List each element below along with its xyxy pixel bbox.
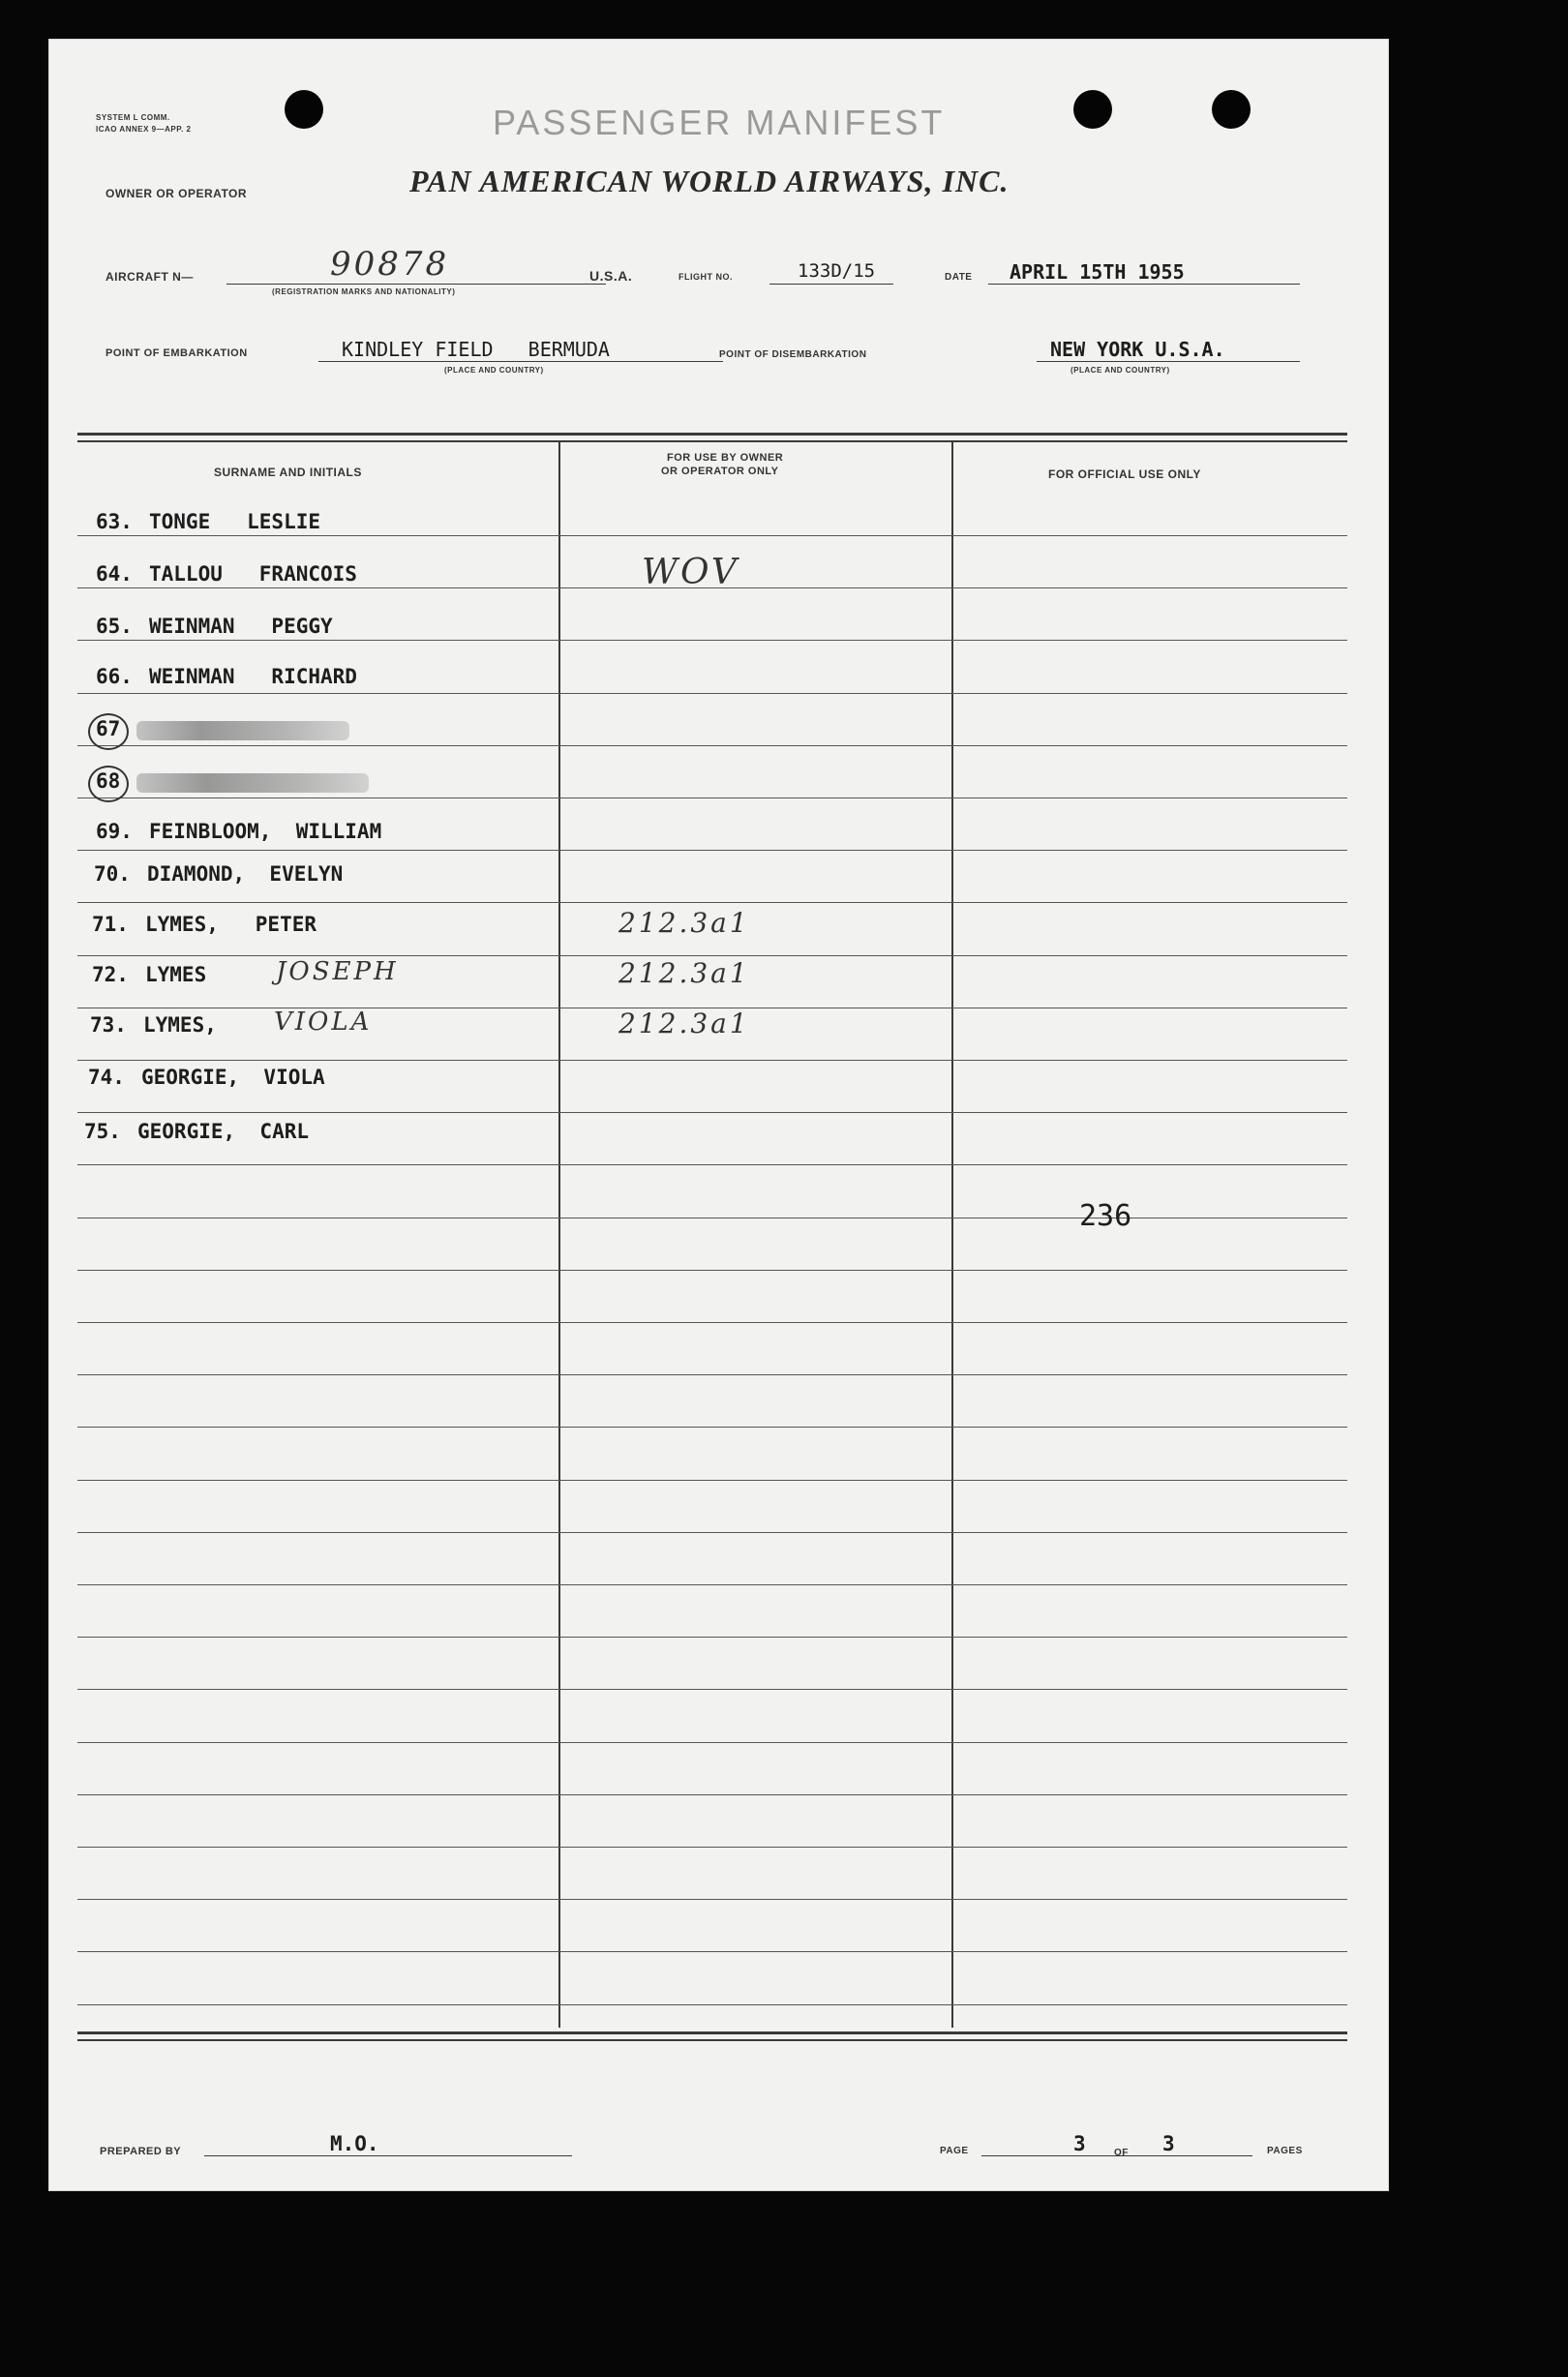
row-number: 68	[96, 769, 121, 793]
ruled-line	[77, 1112, 1347, 1113]
row-number: 73.	[90, 1013, 127, 1037]
ruled-line	[77, 1322, 1347, 1323]
ruled-line	[77, 1427, 1347, 1428]
column-header-surname: SURNAME AND INITIALS	[214, 466, 362, 479]
page-total: 3	[1162, 2132, 1175, 2155]
prepared-by-value: M.O.	[330, 2132, 379, 2155]
ruled-line	[77, 1899, 1347, 1900]
passenger-name: LYMES,	[143, 1013, 217, 1037]
punch-hole-1	[285, 90, 323, 129]
column-header-owner-2: OR OPERATOR ONLY	[661, 466, 779, 477]
ruled-line	[77, 1532, 1347, 1533]
redacted-name	[136, 773, 369, 793]
redacted-name	[136, 721, 349, 740]
ruled-line	[77, 1689, 1347, 1690]
page-label: PAGE	[940, 2146, 969, 2156]
passenger-name: WEINMAN RICHARD	[149, 665, 357, 688]
page-title: PASSENGER MANIFEST	[493, 103, 946, 142]
ruled-line	[77, 797, 1347, 798]
owner-use-note: 212.3a1	[618, 1008, 750, 1039]
embarkation-value: KINDLEY FIELD BERMUDA	[342, 338, 610, 361]
row-number-circle	[88, 766, 129, 802]
ruled-line	[77, 1218, 1347, 1219]
passenger-name: GEORGIE, VIOLA	[141, 1066, 325, 1089]
ruled-line	[77, 1374, 1347, 1375]
ruled-line	[77, 955, 1347, 956]
disembarkation-place-note: (PLACE AND COUNTRY)	[1070, 366, 1170, 375]
column-header-owner-1: FOR USE BY OWNER	[667, 452, 784, 464]
aircraft-value: 90878	[330, 245, 450, 284]
ruled-line	[77, 902, 1347, 903]
passenger-name: TALLOU FRANCOIS	[149, 562, 357, 586]
row-number: 67	[96, 717, 121, 740]
punch-hole-3	[1212, 90, 1251, 129]
ruled-line	[77, 850, 1347, 851]
row-number: 69.	[96, 820, 133, 843]
flight-label: FLIGHT NO.	[678, 272, 733, 282]
passenger-name: GEORGIE, CARL	[137, 1120, 310, 1143]
embarkation-label: POINT OF EMBARKATION	[106, 347, 248, 359]
row-number: 72.	[92, 963, 129, 986]
column-header-official: FOR OFFICIAL USE ONLY	[1048, 467, 1201, 481]
ruled-line	[77, 1060, 1347, 1061]
owner-use-note: 212.3a1	[618, 907, 750, 939]
passenger-name: LYMES, PETER	[145, 913, 317, 936]
row-number: 71.	[92, 913, 129, 936]
row-number: 64.	[96, 562, 133, 586]
ruled-line	[77, 1637, 1347, 1638]
of-label: OF	[1114, 2148, 1129, 2158]
owner-label: OWNER OR OPERATOR	[106, 187, 248, 200]
ruled-line	[77, 1794, 1347, 1795]
row-number-circle	[88, 713, 129, 750]
date-value: APRIL 15TH 1955	[1010, 260, 1185, 284]
row-number: 66.	[96, 665, 133, 688]
passenger-name: TONGE LESLIE	[149, 510, 321, 533]
official-total: 236	[1079, 1199, 1132, 1233]
ruled-line	[77, 2004, 1347, 2005]
ruled-line	[77, 1480, 1347, 1481]
registration-note: (REGISTRATION MARKS AND NATIONALITY)	[272, 287, 456, 296]
passenger-first-name-handwritten: VIOLA	[274, 1008, 373, 1037]
ruled-line	[77, 1584, 1347, 1585]
regulation-line-1: SYSTEM L COMM.	[96, 113, 170, 122]
row-number: 65.	[96, 615, 133, 638]
owner-use-note: 212.3a1	[618, 957, 750, 989]
ruled-line	[77, 1742, 1347, 1743]
passenger-name: WEINMAN PEGGY	[149, 615, 333, 638]
manifest-sheet	[48, 39, 1389, 2191]
ruled-line	[77, 1164, 1347, 1165]
row-number: 63.	[96, 510, 133, 533]
passenger-first-name-handwritten: JOSEPH	[276, 957, 399, 986]
ruled-line	[77, 1270, 1347, 1271]
page-number: 3	[1073, 2132, 1086, 2155]
prepared-by-label: PREPARED BY	[100, 2146, 182, 2157]
punch-hole-2	[1073, 90, 1112, 129]
ruled-line	[77, 535, 1347, 536]
owner-use-note: WOV	[642, 553, 739, 592]
disembarkation-value: NEW YORK U.S.A.	[1050, 338, 1225, 361]
aircraft-label: AIRCRAFT N—	[106, 270, 194, 284]
country-label: U.S.A.	[589, 268, 633, 284]
pages-label: PAGES	[1267, 2146, 1303, 2156]
ruled-line	[77, 745, 1347, 746]
ruled-line	[77, 693, 1347, 694]
ruled-line	[77, 1951, 1347, 1952]
flight-value: 133D/15	[798, 260, 876, 282]
date-label: DATE	[945, 272, 973, 283]
row-number: 70.	[94, 862, 131, 886]
ruled-line	[77, 640, 1347, 641]
passenger-name: FEINBLOOM, WILLIAM	[149, 820, 382, 843]
embarkation-place-note: (PLACE AND COUNTRY)	[444, 366, 544, 375]
row-number: 75.	[84, 1120, 121, 1143]
ruled-line	[77, 1847, 1347, 1848]
regulation-line-2: ICAO ANNEX 9—APP. 2	[96, 125, 192, 134]
company-name: PAN AMERICAN WORLD AIRWAYS, INC.	[409, 164, 1010, 198]
passenger-name: DIAMOND, EVELYN	[147, 862, 344, 886]
disembarkation-label: POINT OF DISEMBARKATION	[719, 349, 867, 360]
passenger-name: LYMES	[145, 963, 207, 986]
row-number: 74.	[88, 1066, 125, 1089]
